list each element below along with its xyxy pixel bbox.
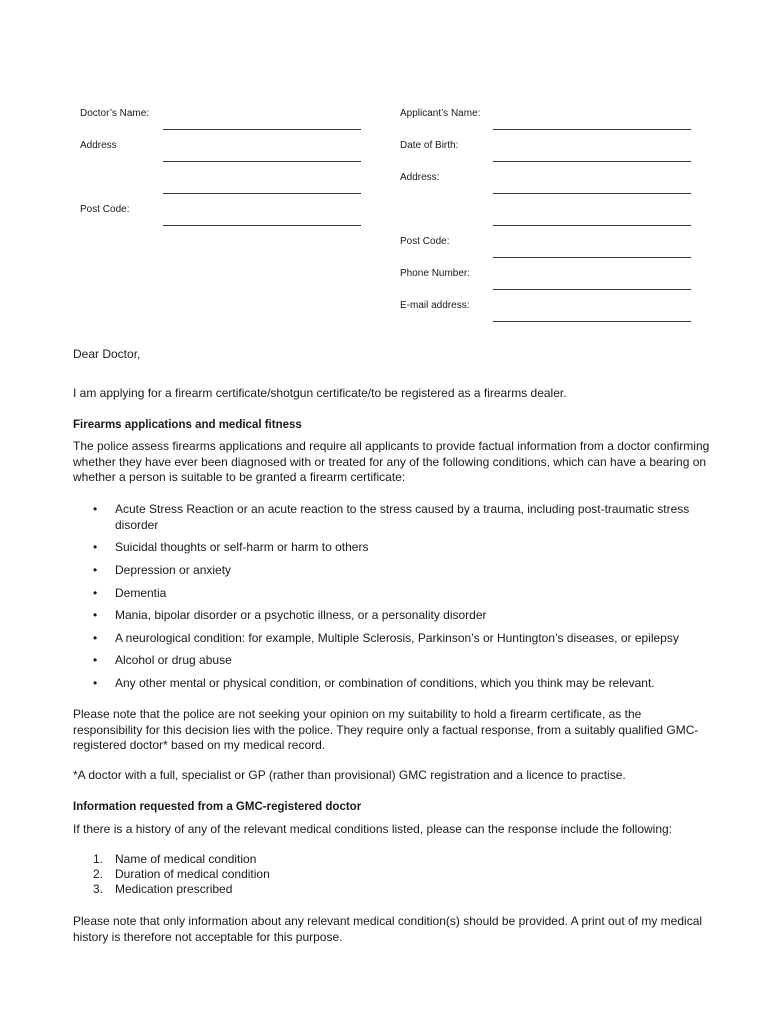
list-number: 1. <box>93 852 104 866</box>
applicant-phone-label: Phone Number: <box>400 268 471 279</box>
condition-item: Acute Stress Reaction or an acute reaction to the stress caused by a trauma, including post-traumatic stress disorder <box>115 502 690 532</box>
applicant-phone-field[interactable] <box>493 289 691 290</box>
condition-item: A neurological condition: for example, Multiple Sclerosis, Parkinson’s or Huntington’s diseases, or epilepsy <box>115 631 679 645</box>
applicant-name-field[interactable] <box>493 129 691 130</box>
bullet-marker: • <box>93 540 98 554</box>
doctor-address-label: Address <box>80 140 117 151</box>
doctor-address-field-1[interactable] <box>163 161 361 162</box>
footnote-gmc: *A doctor with a full, specialist or GP (rather than provisional) GMC registration and a licence to practise. <box>73 768 626 782</box>
salutation: Dear Doctor, <box>73 347 141 361</box>
list-number: 2. <box>93 867 104 881</box>
heading-information-requested: Information requested from a GMC-registered doctor <box>73 801 362 813</box>
doctor-postcode-field[interactable] <box>163 225 361 226</box>
applicant-name-label: Applicant’s Name: <box>400 108 481 119</box>
list-number: 3. <box>93 882 104 896</box>
bullet-marker: • <box>93 563 98 577</box>
doctor-postcode-label: Post Code: <box>80 204 130 215</box>
condition-item: Alcohol or drug abuse <box>115 653 232 667</box>
condition-item: Mania, bipolar disorder or a psychotic illness, or a personality disorder <box>115 608 487 622</box>
condition-item: Depression or anxiety <box>115 563 232 577</box>
applicant-email-field[interactable] <box>493 321 691 322</box>
bullet-marker: • <box>93 608 98 622</box>
doctor-name-label: Doctor’s Name: <box>80 108 150 119</box>
condition-item: Any other mental or physical condition, or combination of conditions, which you think may be relevant. <box>115 676 655 690</box>
applicant-email-label: E-mail address: <box>400 300 470 311</box>
applicant-address-label: Address: <box>400 172 440 183</box>
bullet-marker: • <box>93 653 98 667</box>
paragraph-printout: Please note that only information about any relevant medical condition(s) should be provided. A print out of my medical history is therefore not acceptable for this purpose. <box>73 914 703 944</box>
applicant-dob-label: Date of Birth: <box>400 140 459 151</box>
doctor-address-field-2[interactable] <box>163 193 361 194</box>
bullet-marker: • <box>93 586 98 600</box>
heading-medical-fitness: Firearms applications and medical fitness <box>73 419 302 431</box>
requested-item: Duration of medical condition <box>115 867 270 881</box>
paragraph-history: If there is a history of any of the relevant medical conditions listed, please can the response include the following: <box>73 822 673 836</box>
applicant-address-field-1[interactable] <box>493 193 691 194</box>
bullet-marker: • <box>93 502 98 516</box>
intro-paragraph: I am applying for a firearm certificate/shotgun certificate/to be registered as a firearms dealer. <box>73 386 567 400</box>
requested-item: Medication prescribed <box>115 882 233 896</box>
doctor-name-field[interactable] <box>163 129 361 130</box>
requested-item: Name of medical condition <box>115 852 257 866</box>
condition-item: Dementia <box>115 586 167 600</box>
condition-item: Suicidal thoughts or self-harm or harm to others <box>115 540 369 554</box>
paragraph-assessment: The police assess firearms applications and require all applicants to provide factual information from a doctor confirming whether they have ever been diagnosed with or treated for any of the following conditions, which can have a bearing on whether a person is suitable to be granted a firearm certificate: <box>73 439 710 484</box>
applicant-postcode-label: Post Code: <box>400 236 450 247</box>
bullet-marker: • <box>93 631 98 645</box>
applicant-dob-field[interactable] <box>493 161 691 162</box>
applicant-address-field-2[interactable] <box>493 225 691 226</box>
applicant-postcode-field[interactable] <box>493 257 691 258</box>
paragraph-police-opinion: Please note that the police are not seeking your opinion on my suitability to hold a firearm certificate, as the responsibility for this decision lies with the police. They require only a factual response, from a suitably qualified GMC-registered doctor* based on my medical record. <box>73 707 699 752</box>
bullet-marker: • <box>93 676 98 690</box>
